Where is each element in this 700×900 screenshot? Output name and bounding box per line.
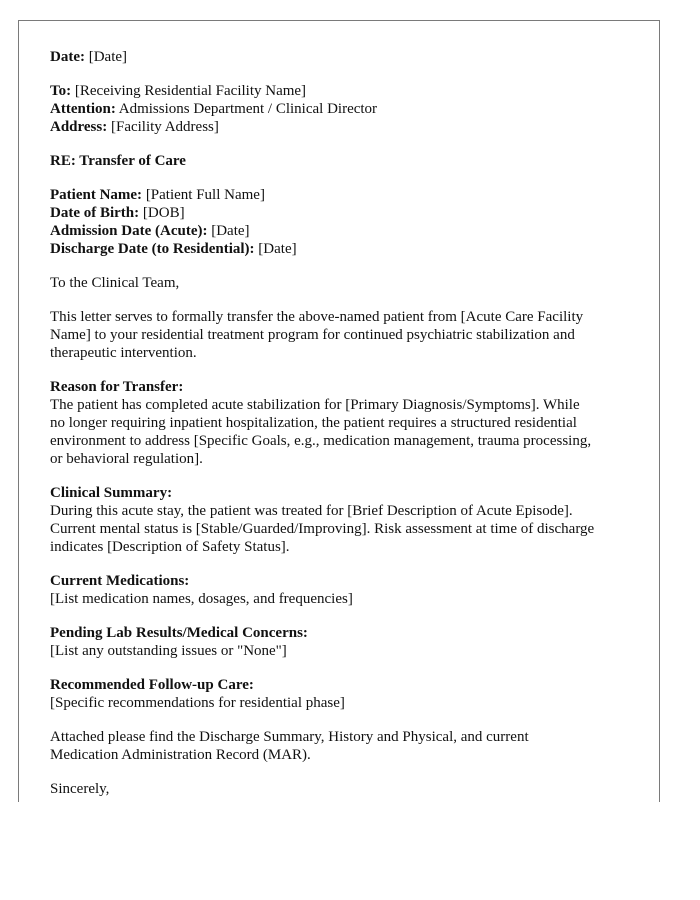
patient-info-block [50, 186, 635, 258]
closing-line: Attached please find the Discharge Summary, History and Physical, and current [50, 729, 529, 745]
patient-name-line [50, 186, 635, 204]
section-pending-lab-results [50, 624, 635, 660]
salutation: To the Clinical Team, [50, 275, 180, 291]
section-recommended-follow-up [50, 676, 635, 712]
to-label: To: [50, 83, 72, 99]
section-line: The patient has completed acute stabilization for [Primary Diagnosis/Symptoms]. While [50, 397, 580, 413]
section-line: During this acute stay, the patient was treated for [Brief Description of Acute Episode]. [50, 503, 573, 519]
discharge-label: Discharge Date (to Residential): [50, 241, 255, 257]
section-line: [List medication names, dosages, and frequencies] [50, 591, 353, 607]
intro-paragraph [50, 308, 635, 362]
section-line: environment to address [Specific Goals, e.g., medication management, trauma processing, [50, 433, 592, 449]
attention-line [50, 100, 635, 118]
attention-value: Admissions Department / Clinical Director [118, 101, 378, 117]
date-label: Date: [50, 49, 85, 65]
salutation-block [50, 274, 635, 292]
admission-label: Admission Date (Acute): [50, 223, 208, 239]
dob-line [50, 204, 635, 222]
closing-paragraph [50, 728, 635, 764]
re-line: RE: Transfer of Care [50, 153, 186, 169]
signoff: Sincerely, [50, 781, 110, 797]
recipient-block [50, 82, 635, 136]
section-reason-for-transfer [50, 378, 635, 468]
address-value: [Facility Address] [110, 119, 219, 135]
address-line [50, 118, 635, 136]
to-value: [Receiving Residential Facility Name] [74, 83, 307, 99]
date-line [50, 48, 635, 66]
signoff-block [50, 780, 635, 798]
intro-line: This letter serves to formally transfer the above-named patient from [Acute Care Facility [50, 309, 584, 325]
letter-body [50, 48, 635, 814]
section-title: Current Medications: [50, 573, 190, 589]
date-block [50, 48, 635, 66]
section-clinical-summary [50, 484, 635, 556]
section-title: Clinical Summary: [50, 485, 173, 501]
section-line: no longer requiring inpatient hospitalization, the patient requires a structured residential [50, 415, 577, 431]
section-line: or behavioral regulation]. [50, 451, 203, 467]
admission-line [50, 222, 635, 240]
date-value: [Date] [88, 49, 128, 65]
section-line: indicates [Description of Safety Status]. [50, 539, 290, 555]
dob-label: Date of Birth: [50, 205, 140, 221]
section-line: Current mental status is [Stable/Guarded/Improving]. Risk assessment at time of discharge [50, 521, 595, 537]
discharge-value: [Date] [258, 241, 297, 257]
section-current-medications [50, 572, 635, 608]
section-title: Pending Lab Results/Medical Concerns: [50, 625, 308, 641]
letter-page [18, 20, 660, 802]
section-line: [Specific recommendations for residential phase] [50, 695, 345, 711]
admission-value: [Date] [211, 223, 250, 239]
attention-label: Attention: [50, 101, 116, 117]
patient-name-label: Patient Name: [50, 187, 143, 203]
to-line [50, 82, 635, 100]
intro-line: therapeutic intervention. [50, 345, 197, 361]
section-title: Reason for Transfer: [50, 379, 184, 395]
address-label: Address: [50, 119, 108, 135]
patient-name-value: [Patient Full Name] [145, 187, 265, 203]
intro-line: Name] to your residential treatment program for continued psychiatric stabilization and [50, 327, 575, 343]
section-title: Recommended Follow-up Care: [50, 677, 254, 693]
re-block [50, 152, 635, 170]
dob-value: [DOB] [142, 205, 185, 221]
section-line: [List any outstanding issues or "None"] [50, 643, 287, 659]
discharge-line [50, 240, 635, 258]
closing-line: Medication Administration Record (MAR). [50, 747, 311, 763]
